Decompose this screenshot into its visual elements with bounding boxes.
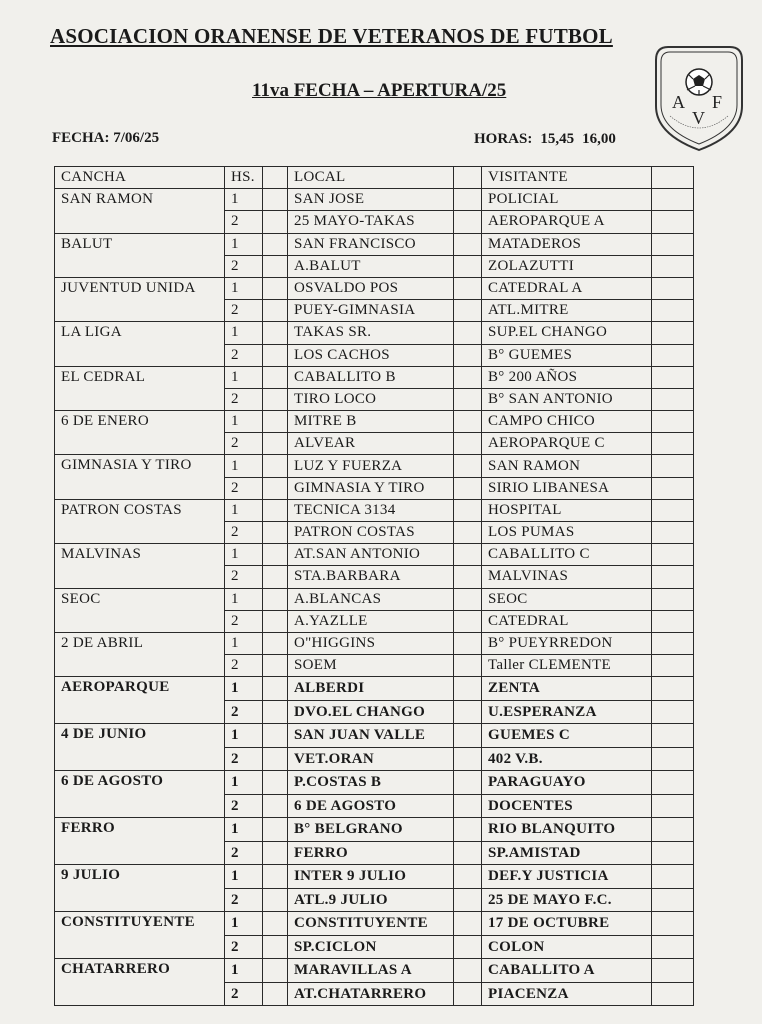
visitante-team-cell: DEF.Y JUSTICIA: [482, 865, 652, 889]
visitante-team-cell: 17 DE OCTUBRE: [482, 912, 652, 936]
blank-cell: [454, 233, 482, 255]
hs-cell: 1: [225, 677, 263, 701]
blank-cell: [652, 189, 694, 211]
blank-cell: [263, 255, 288, 277]
blank-cell: [454, 865, 482, 889]
local-team-cell: CONSTITUYENTE: [288, 912, 454, 936]
blank-cell: [652, 300, 694, 322]
horas-label: HORAS:: [474, 131, 533, 147]
hs-cell: 1: [225, 233, 263, 255]
logo-letter-v: V: [692, 108, 705, 128]
cancha-cell: 4 DE JUNIO: [55, 724, 225, 771]
hs-cell: 2: [225, 841, 263, 865]
blank-cell: [263, 677, 288, 701]
blank-cell: [652, 277, 694, 299]
local-team-cell: 25 MAYO-TAKAS: [288, 211, 454, 233]
cancha-cell: MALVINAS: [55, 544, 225, 588]
hs-cell: 1: [225, 632, 263, 654]
blank-cell: [454, 724, 482, 748]
visitante-team-cell: HOSPITAL: [482, 499, 652, 521]
local-team-cell: VET.ORAN: [288, 747, 454, 771]
cancha-cell: CONSTITUYENTE: [55, 912, 225, 959]
cancha-cell: CHATARRERO: [55, 959, 225, 1006]
blank-cell: [652, 865, 694, 889]
local-team-cell: STA.BARBARA: [288, 566, 454, 588]
blank-cell: [454, 982, 482, 1006]
blank-cell: [263, 747, 288, 771]
hs-cell: 2: [225, 477, 263, 499]
table-row: [55, 959, 694, 983]
blank-cell: [652, 411, 694, 433]
hs-cell: 1: [225, 588, 263, 610]
blank-cell: [652, 724, 694, 748]
hs-cell: 1: [225, 544, 263, 566]
blank-cell: [652, 888, 694, 912]
cancha-cell: AEROPARQUE: [55, 677, 225, 724]
local-team-cell: P.COSTAS B: [288, 771, 454, 795]
fixture-table-body: [55, 167, 694, 1006]
local-team-cell: ALVEAR: [288, 433, 454, 455]
hs-cell: 2: [225, 794, 263, 818]
visitante-team-cell: MATADEROS: [482, 233, 652, 255]
blank-cell: [652, 912, 694, 936]
blank-cell: [652, 700, 694, 724]
local-team-cell: SOEM: [288, 655, 454, 677]
cancha-cell: 6 DE AGOSTO: [55, 771, 225, 818]
blank-cell: [263, 344, 288, 366]
local-team-cell: MARAVILLAS A: [288, 959, 454, 983]
blank-cell: [263, 322, 288, 344]
blank-cell: [652, 522, 694, 544]
hs-cell: 1: [225, 912, 263, 936]
blank-cell: [454, 632, 482, 654]
blank-cell: [263, 566, 288, 588]
header-blank-3: [652, 167, 694, 189]
table-row: [55, 632, 694, 654]
blank-cell: [263, 841, 288, 865]
header-blank-2: [454, 167, 482, 189]
cancha-cell: BALUT: [55, 233, 225, 277]
local-team-cell: PATRON COSTAS: [288, 522, 454, 544]
local-team-cell: OSVALDO POS: [288, 277, 454, 299]
visitante-team-cell: COLON: [482, 935, 652, 959]
visitante-team-cell: SIRIO LIBANESA: [482, 477, 652, 499]
header-local: LOCAL: [288, 167, 454, 189]
hs-cell: 2: [225, 344, 263, 366]
blank-cell: [454, 411, 482, 433]
blank-cell: [454, 566, 482, 588]
local-team-cell: TECNICA 3134: [288, 499, 454, 521]
table-row: [55, 322, 694, 344]
blank-cell: [263, 700, 288, 724]
cancha-cell: LA LIGA: [55, 322, 225, 366]
visitante-team-cell: PARAGUAYO: [482, 771, 652, 795]
local-team-cell: 6 DE AGOSTO: [288, 794, 454, 818]
table-row: [55, 366, 694, 388]
blank-cell: [263, 300, 288, 322]
hora-1: 15,45: [540, 131, 575, 147]
table-row: [55, 771, 694, 795]
hs-cell: 2: [225, 610, 263, 632]
blank-cell: [454, 935, 482, 959]
blank-cell: [454, 588, 482, 610]
blank-cell: [454, 388, 482, 410]
hs-cell: 1: [225, 818, 263, 842]
visitante-team-cell: RIO BLANQUITO: [482, 818, 652, 842]
blank-cell: [263, 499, 288, 521]
blank-cell: [263, 588, 288, 610]
cancha-cell: 9 JULIO: [55, 865, 225, 912]
blank-cell: [454, 477, 482, 499]
visitante-team-cell: U.ESPERANZA: [482, 700, 652, 724]
blank-cell: [263, 477, 288, 499]
blank-cell: [454, 544, 482, 566]
local-team-cell: TAKAS SR.: [288, 322, 454, 344]
table-row: [55, 411, 694, 433]
local-team-cell: ALBERDI: [288, 677, 454, 701]
blank-cell: [263, 455, 288, 477]
visitante-team-cell: B° GUEMES: [482, 344, 652, 366]
table-row: [55, 912, 694, 936]
blank-cell: [652, 655, 694, 677]
cancha-cell: 2 DE ABRIL: [55, 632, 225, 676]
hs-cell: 1: [225, 959, 263, 983]
page-subtitle: 11va FECHA – APERTURA/25: [252, 80, 507, 101]
blank-cell: [454, 455, 482, 477]
hs-cell: 1: [225, 455, 263, 477]
table-row: [55, 499, 694, 521]
blank-cell: [454, 655, 482, 677]
hs-cell: 2: [225, 433, 263, 455]
local-team-cell: DVO.EL CHANGO: [288, 700, 454, 724]
match-date: FECHA: 7/06/25: [52, 130, 160, 146]
hs-cell: 2: [225, 388, 263, 410]
blank-cell: [652, 818, 694, 842]
blank-cell: [263, 522, 288, 544]
blank-cell: [652, 588, 694, 610]
blank-cell: [263, 865, 288, 889]
visitante-team-cell: B° PUEYRREDON: [482, 632, 652, 654]
visitante-team-cell: LOS PUMAS: [482, 522, 652, 544]
blank-cell: [263, 211, 288, 233]
blank-cell: [652, 211, 694, 233]
blank-cell: [652, 841, 694, 865]
visitante-team-cell: 402 V.B.: [482, 747, 652, 771]
table-row: [55, 189, 694, 211]
cancha-cell: EL CEDRAL: [55, 366, 225, 410]
visitante-team-cell: Taller CLEMENTE: [482, 655, 652, 677]
blank-cell: [652, 477, 694, 499]
blank-cell: [652, 677, 694, 701]
blank-cell: [652, 632, 694, 654]
local-team-cell: AT.CHATARRERO: [288, 982, 454, 1006]
blank-cell: [263, 544, 288, 566]
blank-cell: [454, 959, 482, 983]
local-team-cell: ATL.9 JULIO: [288, 888, 454, 912]
blank-cell: [263, 366, 288, 388]
blank-cell: [263, 233, 288, 255]
visitante-team-cell: CATEDRAL A: [482, 277, 652, 299]
local-team-cell: SAN FRANCISCO: [288, 233, 454, 255]
blank-cell: [263, 411, 288, 433]
local-team-cell: SAN JUAN VALLE: [288, 724, 454, 748]
header-cancha: CANCHA: [55, 167, 225, 189]
cancha-cell: GIMNASIA Y TIRO: [55, 455, 225, 499]
local-team-cell: LUZ Y FUERZA: [288, 455, 454, 477]
visitante-team-cell: SEOC: [482, 588, 652, 610]
local-team-cell: B° BELGRANO: [288, 818, 454, 842]
hs-cell: 1: [225, 189, 263, 211]
blank-cell: [454, 499, 482, 521]
local-team-cell: FERRO: [288, 841, 454, 865]
blank-cell: [652, 610, 694, 632]
table-row: [55, 277, 694, 299]
visitante-team-cell: SP.AMISTAD: [482, 841, 652, 865]
blank-cell: [263, 388, 288, 410]
blank-cell: [263, 724, 288, 748]
visitante-team-cell: PIACENZA: [482, 982, 652, 1006]
fixture-table: [54, 166, 694, 1006]
blank-cell: [454, 794, 482, 818]
blank-cell: [454, 912, 482, 936]
hora-2: 16,00: [582, 131, 616, 147]
blank-cell: [263, 982, 288, 1006]
hs-cell: 2: [225, 655, 263, 677]
blank-cell: [263, 771, 288, 795]
local-team-cell: TIRO LOCO: [288, 388, 454, 410]
visitante-team-cell: CABALLITO A: [482, 959, 652, 983]
visitante-team-cell: CATEDRAL: [482, 610, 652, 632]
visitante-team-cell: AEROPARQUE C: [482, 433, 652, 455]
blank-cell: [454, 300, 482, 322]
cancha-cell: SEOC: [55, 588, 225, 632]
blank-cell: [454, 366, 482, 388]
local-team-cell: A.BALUT: [288, 255, 454, 277]
blank-cell: [652, 794, 694, 818]
blank-cell: [652, 322, 694, 344]
visitante-team-cell: DOCENTES: [482, 794, 652, 818]
match-times: [474, 131, 616, 148]
table-row: [55, 865, 694, 889]
cancha-cell: FERRO: [55, 818, 225, 865]
hs-cell: 2: [225, 747, 263, 771]
blank-cell: [652, 344, 694, 366]
local-team-cell: MITRE B: [288, 411, 454, 433]
blank-cell: [652, 255, 694, 277]
hs-cell: 2: [225, 982, 263, 1006]
hs-cell: 2: [225, 300, 263, 322]
hs-cell: 2: [225, 888, 263, 912]
blank-cell: [454, 841, 482, 865]
visitante-team-cell: MALVINAS: [482, 566, 652, 588]
blank-cell: [652, 433, 694, 455]
local-team-cell: PUEY-GIMNASIA: [288, 300, 454, 322]
blank-cell: [263, 632, 288, 654]
header-blank-1: [263, 167, 288, 189]
blank-cell: [652, 544, 694, 566]
logo-letter-a: A: [672, 92, 685, 112]
table-row: [55, 233, 694, 255]
hs-cell: 1: [225, 277, 263, 299]
hs-cell: 2: [225, 935, 263, 959]
blank-cell: [263, 610, 288, 632]
blank-cell: [652, 366, 694, 388]
hs-cell: 1: [225, 322, 263, 344]
blank-cell: [454, 522, 482, 544]
cancha-cell: JUVENTUD UNIDA: [55, 277, 225, 321]
cancha-cell: PATRON COSTAS: [55, 499, 225, 543]
local-team-cell: A.BLANCAS: [288, 588, 454, 610]
blank-cell: [652, 959, 694, 983]
hs-cell: 2: [225, 255, 263, 277]
local-team-cell: SP.CICLON: [288, 935, 454, 959]
visitante-team-cell: CABALLITO C: [482, 544, 652, 566]
blank-cell: [454, 322, 482, 344]
blank-cell: [454, 211, 482, 233]
visitante-team-cell: ZENTA: [482, 677, 652, 701]
table-row: [55, 818, 694, 842]
blank-cell: [454, 277, 482, 299]
logo-letter-f: F: [712, 92, 723, 112]
blank-cell: [263, 912, 288, 936]
blank-cell: [454, 818, 482, 842]
header-visitante: VISITANTE: [482, 167, 652, 189]
page-title: ASOCIACION ORANENSE DE VETERANOS DE FUTBOL: [50, 24, 613, 48]
table-row: [55, 455, 694, 477]
hs-cell: 1: [225, 499, 263, 521]
blank-cell: [652, 935, 694, 959]
table-row: [55, 588, 694, 610]
blank-cell: [454, 771, 482, 795]
local-team-cell: CABALLITO B: [288, 366, 454, 388]
blank-cell: [263, 935, 288, 959]
local-team-cell: LOS CACHOS: [288, 344, 454, 366]
visitante-team-cell: CAMPO CHICO: [482, 411, 652, 433]
cancha-cell: 6 DE ENERO: [55, 411, 225, 455]
blank-cell: [454, 747, 482, 771]
blank-cell: [652, 499, 694, 521]
visitante-team-cell: SUP.EL CHANGO: [482, 322, 652, 344]
header-hs: HS.: [225, 167, 263, 189]
local-team-cell: SAN JOSE: [288, 189, 454, 211]
local-team-cell: GIMNASIA Y TIRO: [288, 477, 454, 499]
table-row: [55, 724, 694, 748]
local-team-cell: INTER 9 JULIO: [288, 865, 454, 889]
blank-cell: [263, 794, 288, 818]
table-header-row: [55, 167, 694, 189]
hs-cell: 2: [225, 211, 263, 233]
blank-cell: [454, 677, 482, 701]
blank-cell: [263, 888, 288, 912]
visitante-team-cell: POLICIAL: [482, 189, 652, 211]
visitante-team-cell: ZOLAZUTTI: [482, 255, 652, 277]
blank-cell: [652, 771, 694, 795]
blank-cell: [263, 655, 288, 677]
blank-cell: [454, 433, 482, 455]
blank-cell: [454, 700, 482, 724]
blank-cell: [652, 388, 694, 410]
association-logo: [652, 44, 746, 154]
hs-cell: 1: [225, 366, 263, 388]
cancha-cell: SAN RAMON: [55, 189, 225, 233]
blank-cell: [263, 433, 288, 455]
blank-cell: [454, 610, 482, 632]
hs-cell: 2: [225, 700, 263, 724]
blank-cell: [652, 233, 694, 255]
blank-cell: [454, 255, 482, 277]
visitante-team-cell: ATL.MITRE: [482, 300, 652, 322]
soccer-ball-icon: [686, 69, 712, 95]
hs-cell: 1: [225, 724, 263, 748]
visitante-team-cell: B° 200 AÑOS: [482, 366, 652, 388]
blank-cell: [263, 959, 288, 983]
hs-cell: 2: [225, 522, 263, 544]
blank-cell: [652, 455, 694, 477]
blank-cell: [652, 982, 694, 1006]
table-row: [55, 677, 694, 701]
local-team-cell: A.YAZLLE: [288, 610, 454, 632]
hs-cell: 2: [225, 566, 263, 588]
blank-cell: [652, 566, 694, 588]
visitante-team-cell: GUEMES C: [482, 724, 652, 748]
local-team-cell: O"HIGGINS: [288, 632, 454, 654]
blank-cell: [263, 818, 288, 842]
hs-cell: 1: [225, 771, 263, 795]
hs-cell: 1: [225, 411, 263, 433]
hs-cell: 1: [225, 865, 263, 889]
visitante-team-cell: 25 DE MAYO F.C.: [482, 888, 652, 912]
blank-cell: [263, 277, 288, 299]
blank-cell: [652, 747, 694, 771]
visitante-team-cell: SAN RAMON: [482, 455, 652, 477]
local-team-cell: AT.SAN ANTONIO: [288, 544, 454, 566]
blank-cell: [454, 888, 482, 912]
table-row: [55, 544, 694, 566]
blank-cell: [454, 189, 482, 211]
blank-cell: [263, 189, 288, 211]
visitante-team-cell: B° SAN ANTONIO: [482, 388, 652, 410]
blank-cell: [454, 344, 482, 366]
visitante-team-cell: AEROPARQUE A: [482, 211, 652, 233]
